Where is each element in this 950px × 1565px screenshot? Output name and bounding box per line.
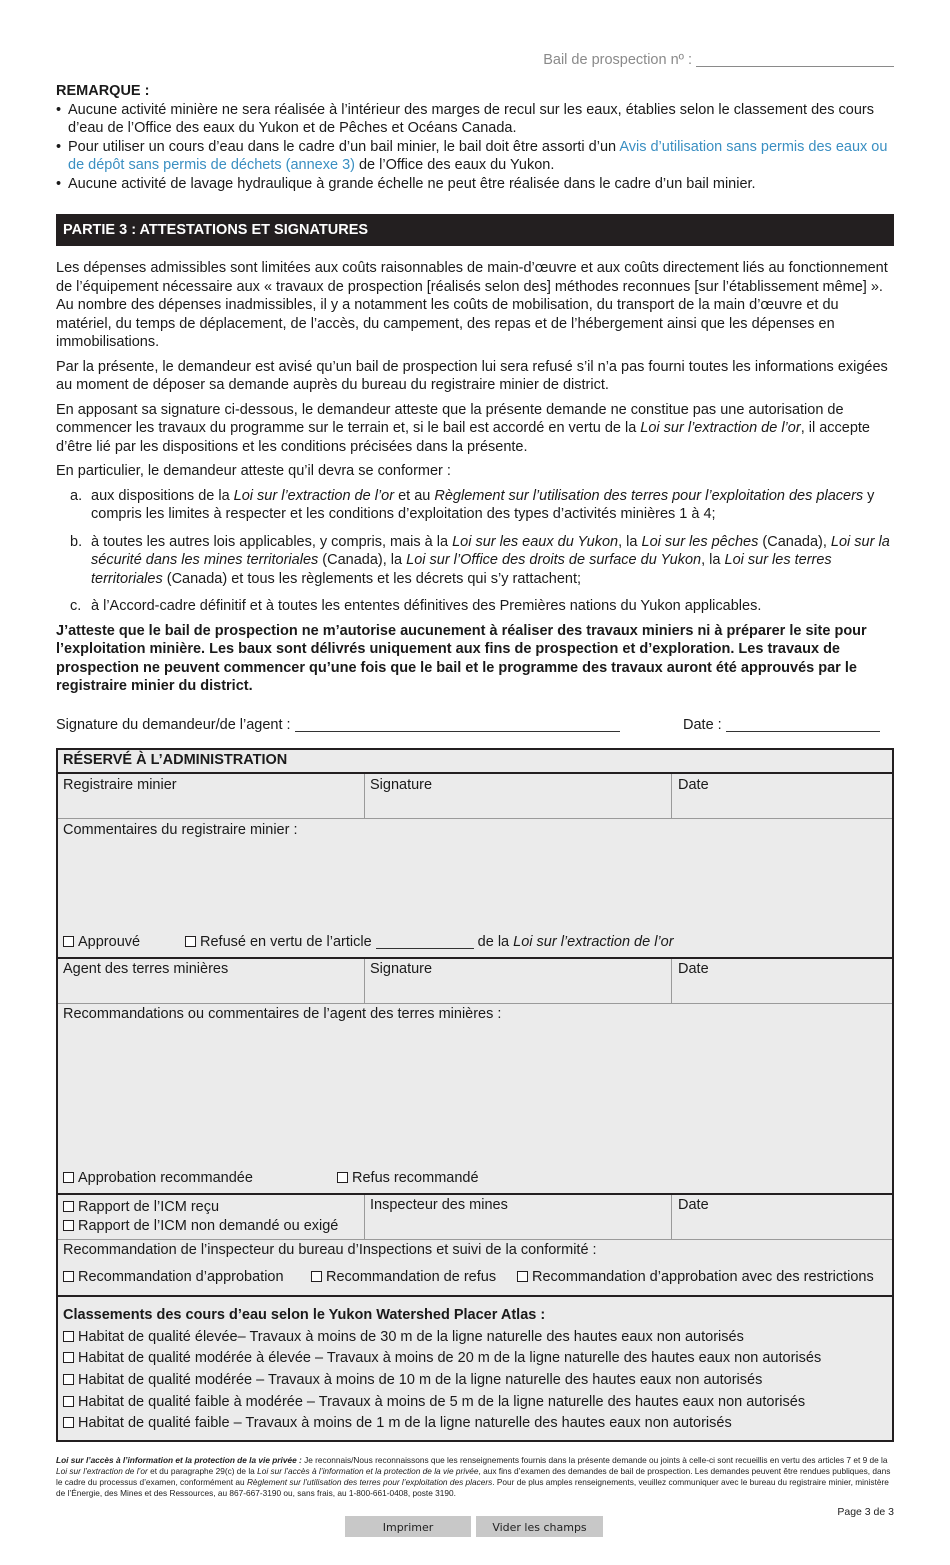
- checkbox-label: Approbation recommandée: [78, 1170, 253, 1186]
- applicant-signature-input[interactable]: [295, 717, 620, 732]
- rec-approval-option[interactable]: [63, 1269, 284, 1285]
- divider: [364, 774, 365, 818]
- article-input[interactable]: [376, 935, 474, 949]
- divider: [58, 818, 892, 819]
- applicant-signature-label: Signature du demandeur/de l’agent :: [56, 717, 291, 733]
- section-header: PARTIE 3 : ATTESTATIONS ET SIGNATURES: [56, 214, 894, 246]
- checkbox-label: Recommandation de refus: [326, 1269, 497, 1285]
- habitat-option[interactable]: [63, 1394, 805, 1410]
- approval-recommended-option[interactable]: [63, 1170, 253, 1186]
- habitat-checkbox[interactable]: [63, 1352, 74, 1363]
- law-name: Loi sur l’extraction de l’or: [233, 487, 395, 504]
- paragraph: Les dépenses admissibles sont limitées aux coûts raisonnables de main-d’œuvre et aux coûts directement liés au fonctionnement de l’équipement nécessaire aux « travaux de prospection [réalisés selon des] méthodes reconnues [sur l’établissement même] ». Au nombre des dépenses inadmissibles, il y a notamment les coûts de mobilisation, du transport de la main d’œuvre et du matériel, du temps de déplacement, de l’accès, du campement, des repas et de l’hébergement ainsi que les dépenses en immobilisations.: [56, 260, 888, 350]
- list-item: [56, 597, 894, 616]
- text: , la: [701, 552, 725, 568]
- text: y compris les limites à respecter et les conditions d’exploitation des types d’activités minières 1 à 4;: [91, 487, 875, 522]
- inspector-recommendation-label: Recommandation de l’inspecteur du bureau d’Inspections et suivi de la conformité :: [63, 1242, 597, 1258]
- lease-number-field[interactable]: [543, 52, 894, 68]
- agent-date-label: Date: [678, 961, 709, 977]
- icm-not-requested-option[interactable]: [63, 1218, 338, 1234]
- registrar-label: Registraire minier: [63, 777, 177, 793]
- signature-date-field: [683, 717, 880, 733]
- compliance-list: [56, 487, 894, 616]
- date-input[interactable]: [726, 717, 880, 732]
- checkbox-label: Rapport de l’ICM non demandé ou exigé: [78, 1218, 339, 1234]
- registrar-date-label: Date: [678, 777, 709, 793]
- admin-section: [56, 748, 894, 1442]
- text: (Canada),: [758, 533, 831, 550]
- refused-option[interactable]: [185, 934, 674, 950]
- remark-text: Pour utiliser un cours d’eau dans le cadre d’un bail minier, le bail doit être assorti d’un: [68, 138, 620, 155]
- checkbox-label: Habitat de qualité faible – Travaux à moins de 1 m de la ligne naturelle des hautes eaux non autorisés: [78, 1415, 732, 1431]
- law-name: Loi sur l’extraction de l’or: [513, 934, 674, 950]
- paragraph: En particulier, le demandeur atteste qu’il devra se conformer :: [56, 463, 451, 479]
- registrar-comments-label: Commentaires du registraire minier :: [63, 822, 298, 838]
- divider: [671, 774, 672, 818]
- law-name: Loi sur l’extraction de l’or: [56, 1466, 148, 1476]
- rec-approval-checkbox[interactable]: [63, 1271, 74, 1282]
- text: (Canada) et tous les règlements et les décrets qui s’y rattachent;: [162, 570, 582, 587]
- checkbox-label: Habitat de qualité modérée à élevée – Travaux à moins de 20 m de la ligne naturelle des hautes eaux non autorisés: [78, 1350, 822, 1366]
- divider: [58, 772, 892, 774]
- water-notice-link[interactable]: Avis d’utilisation sans permis des eaux ou de dépôt sans permis de déchets (annexe 3): [68, 138, 888, 173]
- checkbox-label: Recommandation d’approbation: [78, 1269, 284, 1285]
- divider: [58, 1193, 892, 1195]
- habitat-checkbox[interactable]: [63, 1396, 74, 1407]
- list-letter: c.: [70, 598, 82, 614]
- text: et au: [394, 487, 435, 504]
- privacy-footnote: [56, 1455, 894, 1499]
- lease-number-label: Bail de prospection nº :: [543, 52, 692, 68]
- refusal-recommended-option[interactable]: [337, 1170, 479, 1186]
- remark-block: [56, 82, 894, 193]
- habitat-option[interactable]: [63, 1372, 762, 1388]
- divider: [58, 1295, 892, 1297]
- agent-comments-label: Recommandations ou commentaires de l’agent des terres minières :: [63, 1006, 502, 1022]
- law-name: Loi sur l’extraction de l’or: [640, 420, 801, 436]
- text: (Canada), la: [318, 552, 407, 568]
- habitat-option[interactable]: [63, 1350, 821, 1366]
- checkbox-label: Rapport de l’ICM reçu: [78, 1199, 220, 1215]
- law-name: Loi sur les pêches: [641, 533, 759, 550]
- law-name: Loi sur l’accès à l’information et la protection de la vie privée: [257, 1466, 479, 1476]
- text: aux dispositions de la: [91, 487, 234, 504]
- text: . Pour de plus amples renseignements, veuillez communiquer avec le bureau du registraire minier, ministère de l’Énergie, des Mines et des Ressources, au 867-667-3190 ou, sans frais, au 1-800-661-0408, poste 3190.: [56, 1477, 889, 1498]
- list-item: [56, 533, 894, 589]
- page-number: Page 3 de 3: [837, 1506, 894, 1518]
- text: En apposant sa signature ci-dessous, le demandeur atteste que la présente demande ne constitue pas une autorisation de commencer les travaux du programme sur le terrain et, si le bail est accordé en vertu de la: [56, 401, 844, 436]
- divider: [364, 1195, 365, 1239]
- mine-inspector-label: Inspecteur des mines: [370, 1197, 508, 1213]
- checkbox-label: Habitat de qualité faible à modérée – Travaux à moins de 5 m de la ligne naturelle des hautes eaux non autorisés: [78, 1394, 806, 1410]
- text: , aux fins d’examen des demandes de bail de prospection. Les demandes peuvent être rendues publiques, dans le cadre du processus d’examen, conformément au: [56, 1466, 891, 1487]
- law-name: Loi sur l’Office des droits de surface du Yukon: [406, 552, 702, 568]
- law-name: Loi sur les eaux du Yukon: [452, 533, 619, 550]
- text: et du paragraphe 29(c) de la: [147, 1466, 258, 1476]
- law-name: Loi sur la sécurité dans les mines territoriales: [91, 533, 890, 568]
- text: Je reconnais/Nous reconnaissons que les renseignements fournis dans la présente demande ou joints à celle-ci sont recueillis en vertu des articles 7 et 9 de la: [301, 1455, 888, 1465]
- icm-not-requested-checkbox[interactable]: [63, 1220, 74, 1231]
- clear-fields-button[interactable]: Vider les champs: [476, 1516, 603, 1537]
- paragraph: [56, 401, 894, 457]
- habitat-option[interactable]: [63, 1415, 732, 1431]
- remark-title: REMARQUE :: [56, 83, 150, 99]
- text: , il accepte d’être lié par les dispositions et les conditions précisées dans la présente.: [56, 420, 871, 455]
- divider: [671, 1195, 672, 1239]
- list-item: [56, 487, 894, 524]
- checkbox-label: Habitat de qualité élevée– Travaux à moins de 30 m de la ligne naturelle des hautes eaux non autorisés: [78, 1329, 744, 1345]
- divider: [364, 959, 365, 1003]
- admin-title: RÉSERVÉ À L’ADMINISTRATION: [63, 752, 288, 768]
- text: de la: [477, 934, 510, 950]
- refused-checkbox[interactable]: [185, 936, 196, 947]
- rec-restrictions-option[interactable]: [517, 1269, 874, 1285]
- checkbox-label: Habitat de qualité modérée – Travaux à moins de 10 m de la ligne naturelle des hautes eaux non autorisés: [78, 1372, 763, 1388]
- law-name: Loi sur les terres territoriales: [91, 552, 832, 587]
- registrar-signature-label: Signature: [370, 777, 433, 793]
- remark-text: de l’Office des eaux du Yukon.: [354, 157, 555, 173]
- icm-received-checkbox[interactable]: [63, 1201, 74, 1212]
- signature-row: [56, 717, 894, 733]
- text: à toutes les autres lois applicables, y compris, mais à la: [91, 533, 453, 550]
- attestation-body: [56, 259, 894, 702]
- habitat-option[interactable]: [63, 1329, 744, 1345]
- remark-bullet: • Aucune activité minière ne sera réalisée à l’intérieur des marges de recul sur les eaux, établies selon le classement des cours d’eau de l’Office des eaux du Yukon et de Pêches et Océans Canada.: [56, 101, 894, 138]
- icm-received-option[interactable]: [63, 1199, 219, 1215]
- approved-option[interactable]: [63, 934, 140, 950]
- list-letter: b.: [70, 533, 83, 550]
- attestation-statement: J’atteste que le bail de prospection ne m’autorise aucunement à réaliser des travaux miniers ni à préparer le site pour l’exploitation minière. Les baux sont délivrés uniquement aux fins de prospection et d’exploration. Les travaux de prospection ne peuvent commencer qu’une fois que le bail et le programme des travaux auront été approuvés par le registraire minier du district.: [56, 622, 867, 694]
- inspector-date-label: Date: [678, 1197, 709, 1213]
- approved-checkbox[interactable]: [63, 936, 74, 947]
- rec-refusal-checkbox[interactable]: [311, 1271, 322, 1282]
- lease-number-input[interactable]: [696, 52, 894, 67]
- habitat-checkbox[interactable]: [63, 1331, 74, 1342]
- rec-restrictions-checkbox[interactable]: [517, 1271, 528, 1282]
- remark-bullet: • Aucune activité de lavage hydraulique à grande échelle ne peut être réalisée dans le cadre d’un bail minier.: [56, 175, 894, 194]
- approval-recommended-checkbox[interactable]: [63, 1172, 74, 1183]
- text: à l’Accord-cadre définitif et à toutes les ententes définitives des Premières nations du Yukon applicables.: [91, 598, 762, 614]
- rec-refusal-option[interactable]: [311, 1269, 496, 1285]
- checkbox-label: Refus recommandé: [352, 1170, 479, 1186]
- law-name: Règlement sur l’utilisation des terres pour l’exploitation des placers: [434, 487, 864, 504]
- checkbox-label: Recommandation d’approbation avec des restrictions: [532, 1269, 874, 1285]
- list-letter: a.: [70, 487, 83, 504]
- date-label: Date :: [683, 717, 722, 733]
- paragraph: Par la présente, le demandeur est avisé qu’un bail de prospection lui sera refusé s’il n’a pas fourni toutes les informations exigées au moment de déposer sa demande auprès du bureau du registraire minier de district.: [56, 358, 888, 393]
- divider: [58, 1239, 892, 1240]
- agent-signature-label: Signature: [370, 961, 433, 977]
- law-name: Règlement sur l’utilisation des terres pour l’exploitation des placers: [246, 1477, 493, 1487]
- land-agent-label: Agent des terres minières: [63, 961, 229, 977]
- habitat-checkbox[interactable]: [63, 1417, 74, 1428]
- refusal-recommended-checkbox[interactable]: [337, 1172, 348, 1183]
- watershed-title: Classements des cours d’eau selon le Yukon Watershed Placer Atlas :: [63, 1307, 546, 1323]
- text: , la: [618, 533, 642, 550]
- habitat-checkbox[interactable]: [63, 1374, 74, 1385]
- divider: [58, 957, 892, 959]
- footnote-law-label: Loi sur l’accès à l’information et la protection de la vie privée :: [56, 1455, 302, 1465]
- checkbox-label: Approuvé: [78, 934, 141, 950]
- divider: [58, 1003, 892, 1004]
- remark-bullet: [56, 138, 894, 175]
- divider: [671, 959, 672, 1003]
- checkbox-label: Refusé en vertu de l’article: [200, 934, 372, 950]
- print-button[interactable]: Imprimer: [345, 1516, 471, 1537]
